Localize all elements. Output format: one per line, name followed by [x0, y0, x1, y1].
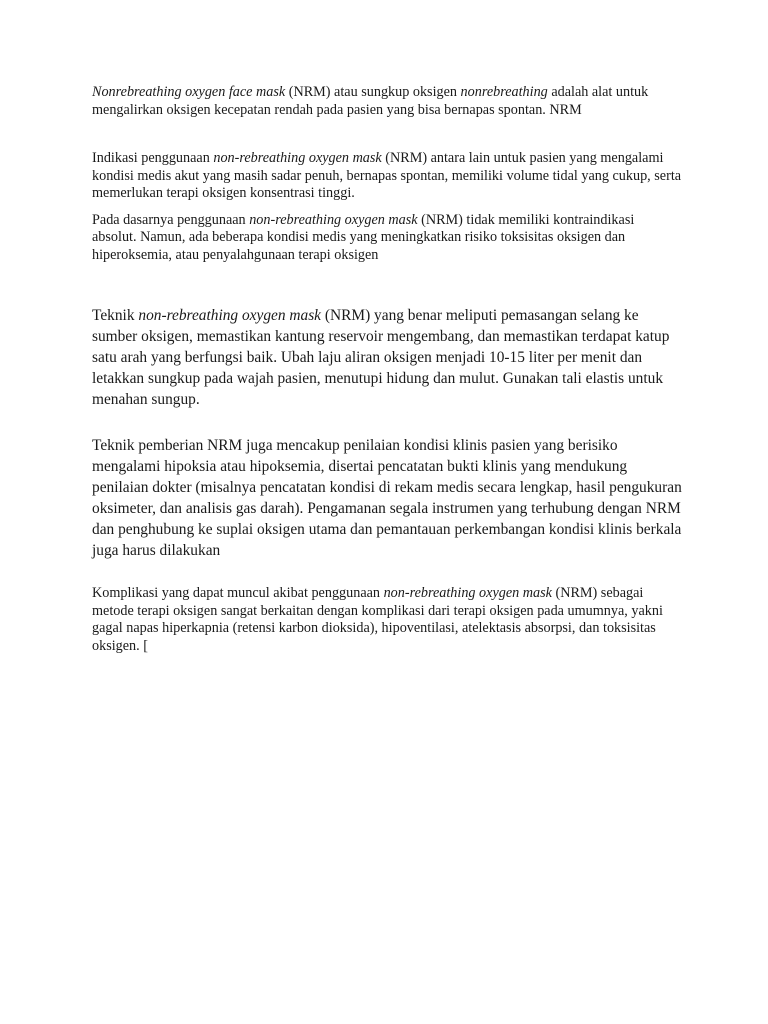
- text-run: (NRM) antara lain untuk pasien yang mengalami kondisi medis akut yang masih sadar penuh, bernapas spontan, memiliki volume tidal yang cukup, serta memerlukan terapi oksigen konsentrasi tinggi.: [92, 150, 682, 201]
- paragraph-complications: [92, 585, 682, 655]
- text-run: Teknik pemberian NRM juga mencakup penilaian kondisi klinis pasien yang berisiko mengalami hipoksia atau hipoksemia, disertai pencatatan bukti klinis yang mendukung penilaian dokter (misalnya pencatatan kondisi di rekam medis secara lengkap, hasil pengukuran oksimeter, dan analisis gas darah). Pengamanan segala instrumen yang terhubung dengan NRM dan penghubung ke suplai oksigen utama dan pemantauan perkembangan kondisi klinis berkala juga harus dilakukan: [92, 437, 682, 559]
- paragraph-contraindications: [92, 212, 682, 265]
- document-page: [92, 84, 682, 655]
- text-run: Komplikasi yang dapat muncul akibat penggunaan: [92, 585, 384, 601]
- italic-term: nonrebreathing: [460, 84, 548, 100]
- italic-term: non-rebreathing oxygen mask: [138, 307, 322, 324]
- text-run: (NRM) atau sungkup oksigen: [285, 84, 461, 100]
- italic-term: non-rebreathing oxygen mask: [213, 150, 382, 166]
- text-run: (NRM) yang benar meliputi pemasangan selang ke sumber oksigen, memastikan kantung reservoir mengembang, dan memastikan terdapat katup satu arah yang berfungsi baik. Ubah laju aliran oksigen menjadi 10-15 liter per menit dan letakkan sungkup pada wajah pasien, menutupi hidung dan mulut. Gunakan tali elastis untuk menahan sungup.: [92, 307, 670, 408]
- paragraph-technique-assessment: [92, 435, 682, 561]
- text-run: adalah alat untuk mengalirkan oksigen kecepatan rendah pada pasien yang bisa bernapas spontan. NRM: [92, 84, 649, 118]
- italic-term: non-rebreathing oxygen mask: [383, 585, 552, 601]
- paragraph-indications: [92, 150, 682, 203]
- italic-term: Nonrebreathing oxygen face mask: [92, 84, 286, 100]
- italic-term: non-rebreathing oxygen mask: [249, 211, 418, 228]
- paragraph-nrm-definition: [92, 84, 682, 119]
- text-run: (NRM) sebagai metode terapi oksigen sangat berkaitan dengan komplikasi dari terapi oksigen pada umumnya, yakni gagal napas hiperkapnia (retensi karbon dioksida), hipoventilasi, atelektasis absorpsi, dan toksisitas oksigen. [: [92, 585, 663, 654]
- paragraph-technique: [92, 305, 682, 410]
- text-run: Pada dasarnya penggunaan: [92, 211, 250, 228]
- text-run: Teknik: [92, 307, 139, 324]
- text-run: (NRM) tidak memiliki kontraindikasi absolut. Namun, ada beberapa kondisi medis yang meningkatkan risiko toksisitas oksigen dan hiperoksemia, atau penyalahgunaan terapi oksigen: [92, 211, 635, 263]
- text-run: Indikasi penggunaan: [92, 150, 214, 166]
